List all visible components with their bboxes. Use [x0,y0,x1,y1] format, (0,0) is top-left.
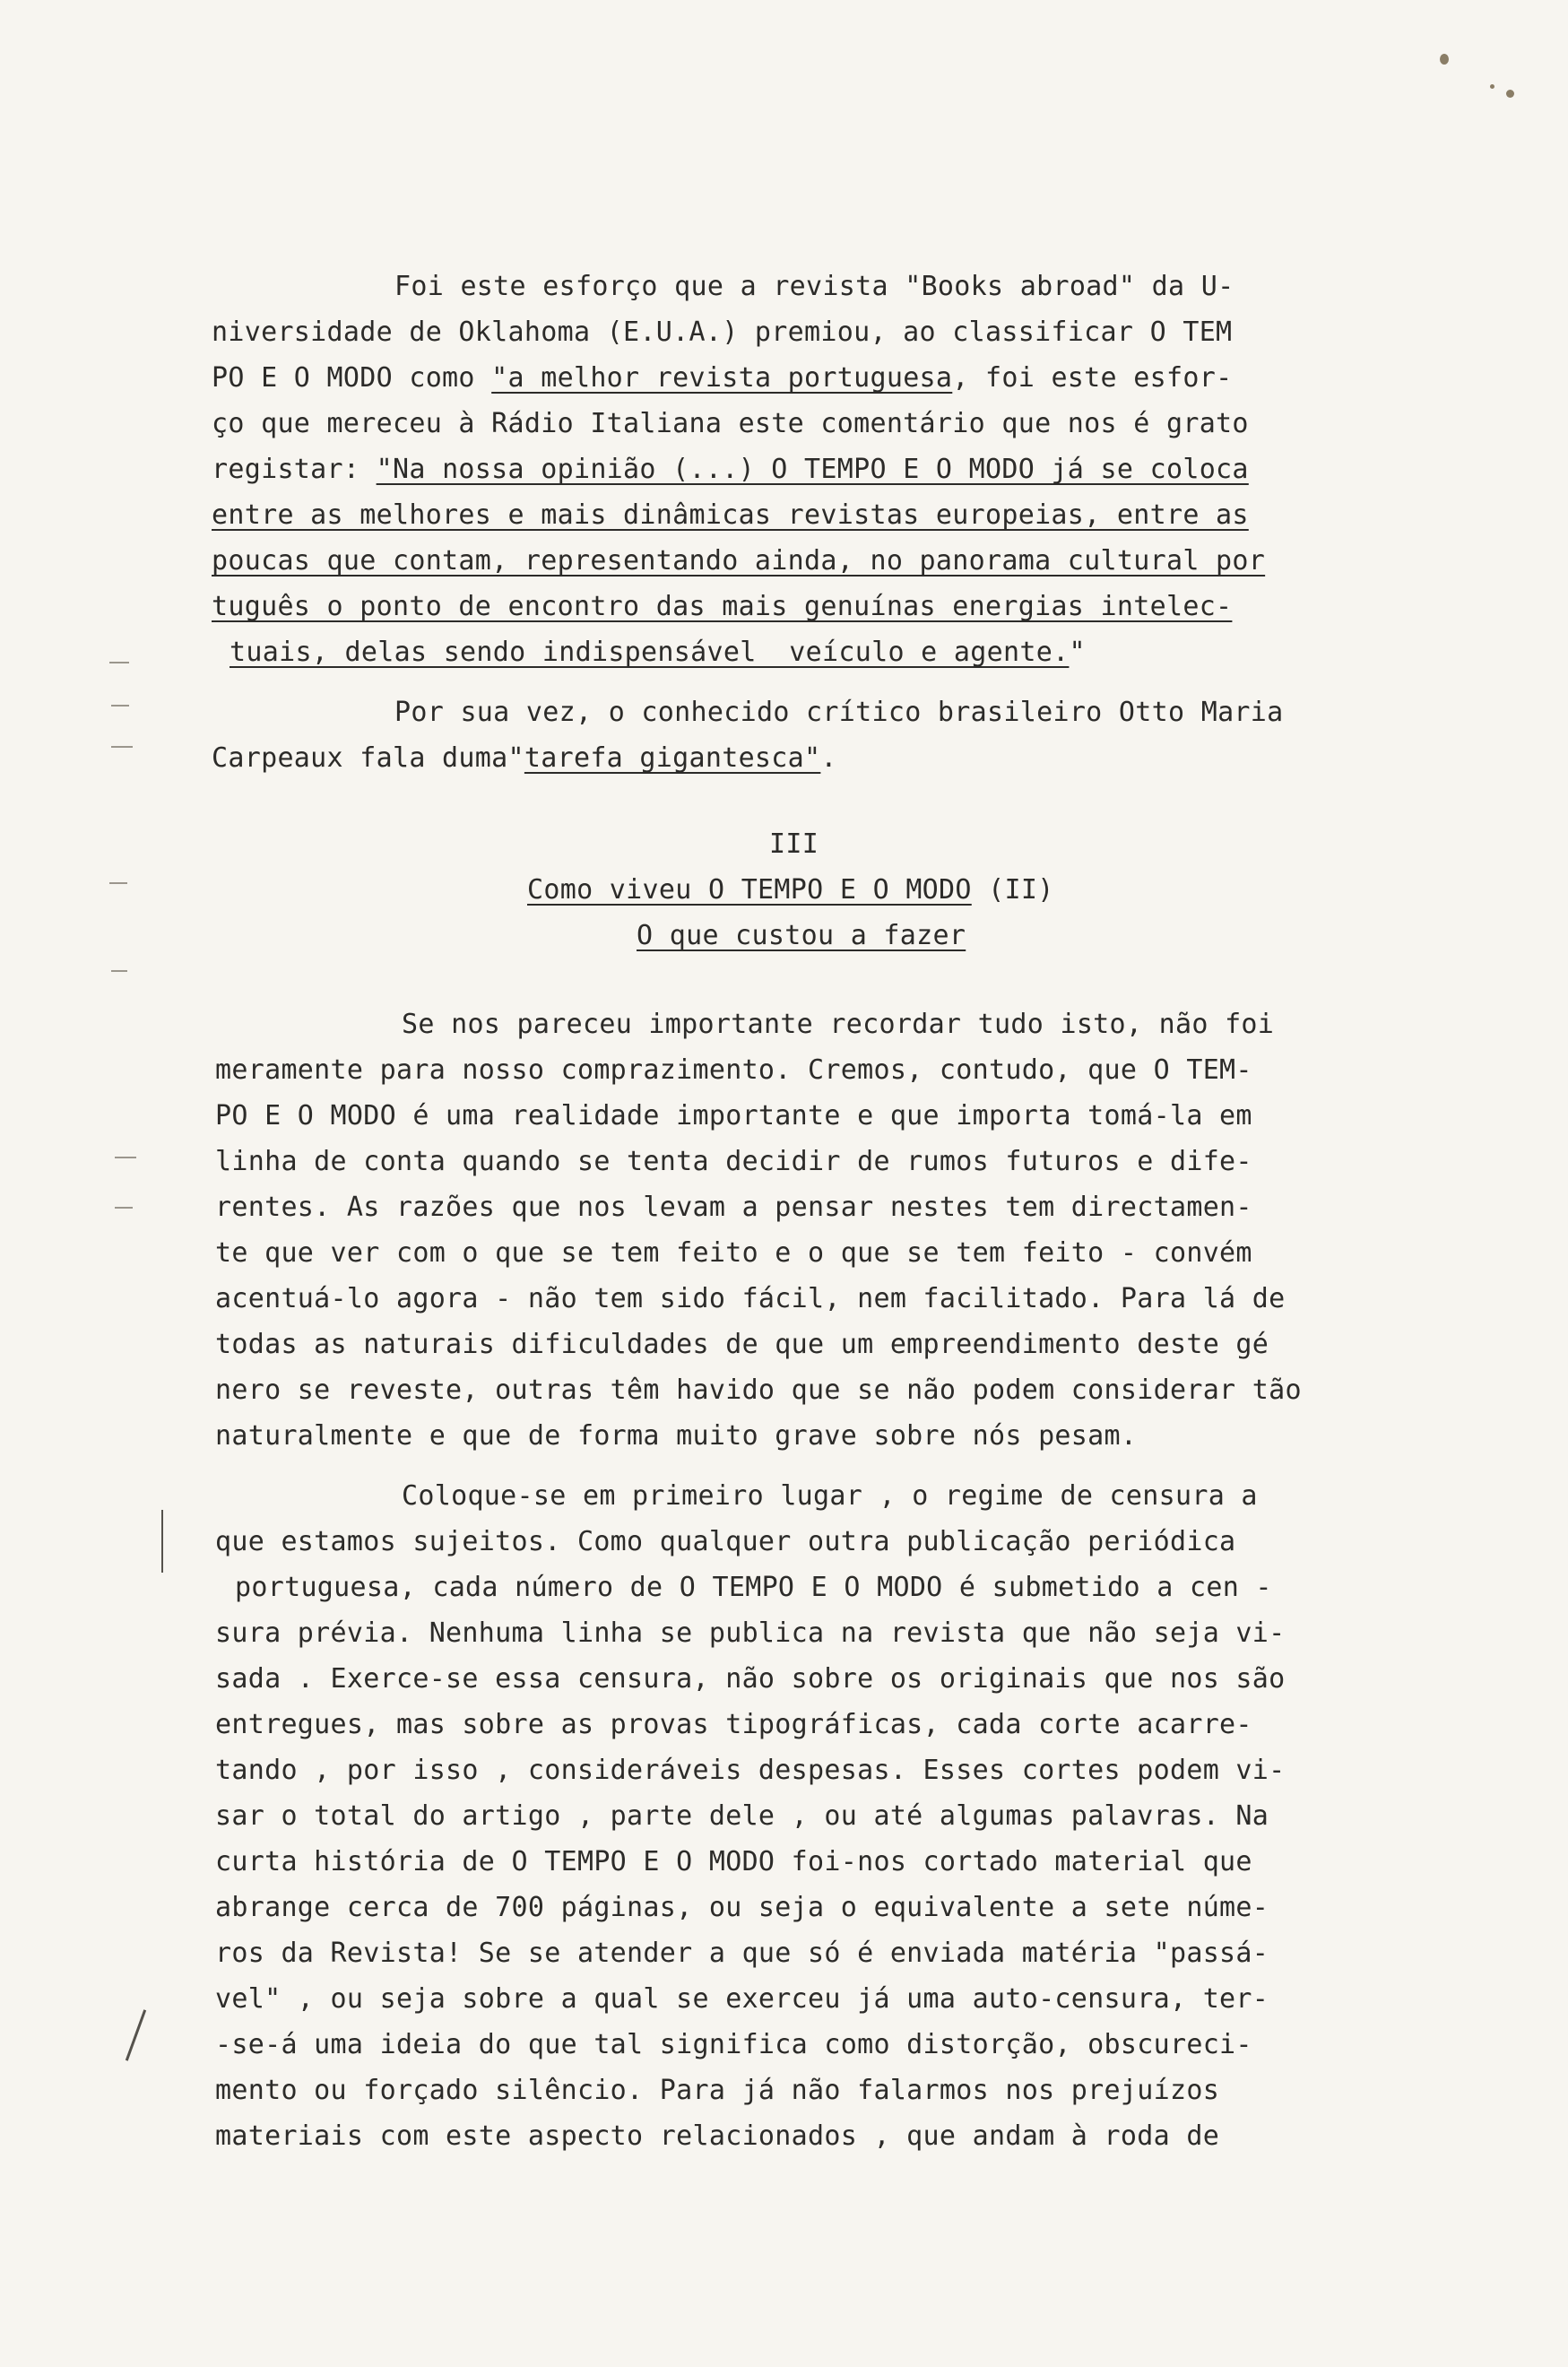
text-line: linha de conta quando se tenta decidir de rumos futuros e dife- [215,1146,1252,1177]
text-span: Carpeaux fala duma" [212,742,524,774]
text-line: curta história de O TEMPO E O MODO foi-nos cortado material que [215,1846,1252,1877]
underlined-quote: "a melhor revista portuguesa [491,362,953,394]
margin-mark [109,662,129,663]
text-line: Se nos pareceu importante recordar tudo isto, não foi [402,1009,1275,1040]
text-line [212,736,837,781]
text-line [212,356,1232,401]
stain-mark [1440,54,1449,65]
margin-mark [111,970,127,972]
pen-stroke [126,2009,146,2060]
text-line: mento ou forçado silêncio. Para já não falarmos nos prejuízos [215,2075,1220,2106]
text-line [212,539,1265,584]
underlined-quote: entre as melhores e mais dinâmicas revistas europeias, entre as [212,499,1249,531]
text-line: ço que mereceu à Rádio Italiana este comentário que nos é grato [212,408,1249,439]
section-title-main: Como viveu O TEMPO E O MODO [527,874,972,906]
underlined-quote: tuguês o ponto de encontro das mais genuínas energias intelec- [212,591,1233,622]
text-line: materiais com este aspecto relacionados , que andam à roda de [215,2120,1220,2152]
text-span: " [1069,637,1086,668]
text-line: sada . Exerce-se essa censura, não sobre os originais que nos são [215,1663,1286,1695]
text-line: Coloque-se em primeiro lugar , o regime de censura a [402,1480,1258,1512]
text-line: niversidade de Oklahoma (E.U.A.) premiou, ao classificar O TEM [212,316,1233,348]
underlined-quote: "Na nossa opinião (...) O TEMPO E O MODO já se coloca [376,454,1249,485]
margin-mark [115,1157,136,1158]
text-line: meramente para nosso comprazimento. Cremos, contudo, que O TEM- [215,1054,1252,1086]
text-line: PO E O MODO é uma realidade importante e que importa tomá-la em [215,1100,1252,1131]
section-title [527,868,1054,913]
text-line: abrange cerca de 700 páginas, ou seja o equivalente a sete núme- [215,1892,1269,1923]
underlined-quote: tarefa gigantesca" [524,742,821,774]
section-number: III [769,828,819,860]
text-span: . [820,742,837,774]
margin-mark [115,1207,133,1209]
section-subtitle [637,914,966,958]
margin-mark [111,746,133,748]
text-line: rentes. As razões que nos levam a pensar nestes tem directamen- [215,1192,1252,1223]
text-span: registar: [212,454,377,485]
stain-mark [1490,84,1494,89]
section-title-suffix: (II) [971,874,1054,906]
text-line [212,447,1249,492]
margin-mark [109,882,127,884]
text-line: Foi este esforço que a revista "Books abroad" da U- [394,271,1234,302]
text-line: -se-á uma ideia do que tal significa como distorção, obscureci- [215,2029,1252,2060]
text-span: PO E O MODO como [212,362,492,394]
underlined-quote: tuais, delas sendo indispensável veículo e agente. [230,637,1070,668]
stain-mark [1506,90,1514,98]
text-line: tando , por isso , consideráveis despesas. Esses cortes podem vi- [215,1755,1286,1786]
pen-stroke [161,1510,163,1573]
margin-mark [111,705,129,707]
text-line: Por sua vez, o conhecido crítico brasileiro Otto Maria [394,697,1284,728]
section-subtitle-text: O que custou a fazer [637,920,966,951]
text-line: naturalmente e que de forma muito grave sobre nós pesam. [215,1420,1138,1452]
text-line: sura prévia. Nenhuma linha se publica na revista que não seja vi- [215,1617,1286,1649]
underlined-quote: poucas que contam, representando ainda, no panorama cultural por [212,545,1266,577]
text-line [230,630,1086,675]
text-line: entregues, mas sobre as provas tipográficas, cada corte acarre- [215,1709,1252,1740]
text-line: te que ver com o que se tem feito e o que se tem feito - convém [215,1237,1252,1269]
text-line: vel" , ou seja sobre a qual se exerceu já uma auto-censura, ter- [215,1983,1269,2015]
text-line: nero se reveste, outras têm havido que se não podem considerar tão [215,1374,1302,1406]
text-line [212,493,1249,538]
text-line: acentuá-lo agora - não tem sido fácil, nem facilitado. Para lá de [215,1283,1286,1314]
text-line [212,585,1232,629]
text-line: todas as naturais dificuldades de que um empreendimento deste gé [215,1329,1269,1360]
text-span: , foi este esfor- [952,362,1233,394]
text-line: sar o total do artigo , parte dele , ou até algumas palavras. Na [215,1800,1269,1832]
text-line: ros da Revista! Se se atender a que só é enviada matéria "passá- [215,1938,1269,1969]
text-line: que estamos sujeitos. Como qualquer outra publicação periódica [215,1526,1236,1557]
text-line: portuguesa, cada número de O TEMPO E O MODO é submetido a cen - [235,1572,1272,1603]
